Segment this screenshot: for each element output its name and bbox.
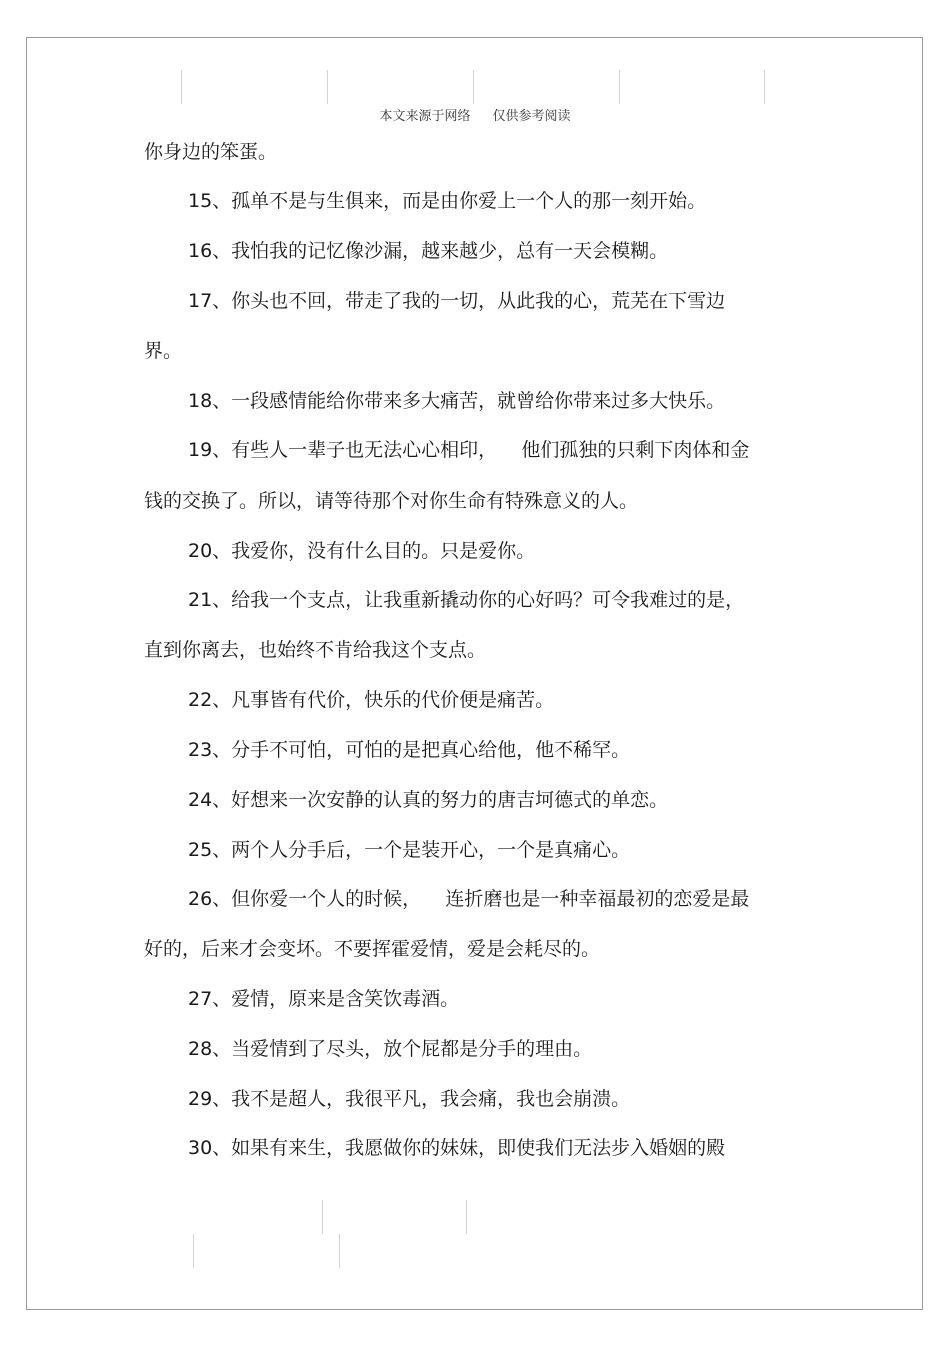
header-divider bbox=[327, 70, 328, 104]
text-line: 21、给我一个支点，让我重新撬动你的心好吗？可令我难过的是， bbox=[188, 589, 745, 611]
header-note bbox=[0, 105, 950, 124]
reference-note: 仅供参考阅读 bbox=[492, 109, 571, 124]
text-line: 29、我不是超人，我很平凡，我会痛，我也会崩溃。 bbox=[188, 1088, 631, 1110]
text-line: 你身边的笨蛋。 bbox=[144, 141, 278, 163]
footer-divider bbox=[339, 1234, 340, 1268]
text-line: 好的，后来才会变坏。不要挥霍爱情，爱是会耗尽的。 bbox=[144, 938, 601, 960]
text-line: 直到你离去，也始终不肯给我这个支点。 bbox=[144, 639, 487, 661]
header-divider bbox=[619, 70, 620, 104]
text-line: 钱的交换了。所以，请等待那个对你生命有特殊意义的人。 bbox=[144, 490, 639, 512]
text-line: 24、好想来一次安静的认真的努力的唐吉坷德式的单恋。 bbox=[188, 789, 669, 811]
source-note: 本文来源于网络 bbox=[379, 109, 471, 124]
text-line: 23、分手不可怕，可怕的是把真心给他，他不稀罕。 bbox=[188, 739, 631, 761]
header-divider bbox=[764, 70, 765, 104]
header-divider bbox=[181, 70, 182, 104]
text-line: 界。 bbox=[144, 340, 183, 362]
text-line: 17、你头也不回，带走了我的一切，从此我的心，荒芜在下雪边 bbox=[188, 290, 726, 312]
header-divider bbox=[473, 70, 474, 104]
text-line: 25、两个人分手后，一个是装开心，一个是真痛心。 bbox=[188, 839, 631, 861]
text-line: 16、我怕我的记忆像沙漏，越来越少，总有一天会模糊。 bbox=[188, 240, 669, 262]
text-line: 26、但你爱一个人的时候， 连折磨也是一种幸福最初的恋爱是最 bbox=[188, 888, 750, 910]
text-line: 30、如果有来生，我愿做你的妹妹，即使我们无法步入婚姻的殿 bbox=[188, 1137, 726, 1159]
text-line: 19、有些人一辈子也无法心心相印， 他们孤独的只剩下肉体和金 bbox=[188, 439, 750, 461]
text-line: 18、一段感情能给你带来多大痛苦，就曾给你带来过多大快乐。 bbox=[188, 390, 726, 412]
text-line: 20、我爱你，没有什么目的。只是爱你。 bbox=[188, 540, 536, 562]
page-border bbox=[26, 37, 923, 1310]
footer-divider bbox=[193, 1234, 194, 1268]
footer-divider bbox=[466, 1200, 467, 1234]
text-line: 15、孤单不是与生俱来，而是由你爱上一个人的那一刻开始。 bbox=[188, 190, 707, 212]
footer-divider bbox=[322, 1200, 323, 1234]
text-line: 28、当爱情到了尽头，放个屁都是分手的理由。 bbox=[188, 1038, 593, 1060]
text-line: 22、凡事皆有代价，快乐的代价便是痛苦。 bbox=[188, 689, 555, 711]
text-line: 27、爱情，原来是含笑饮毒酒。 bbox=[188, 988, 460, 1010]
